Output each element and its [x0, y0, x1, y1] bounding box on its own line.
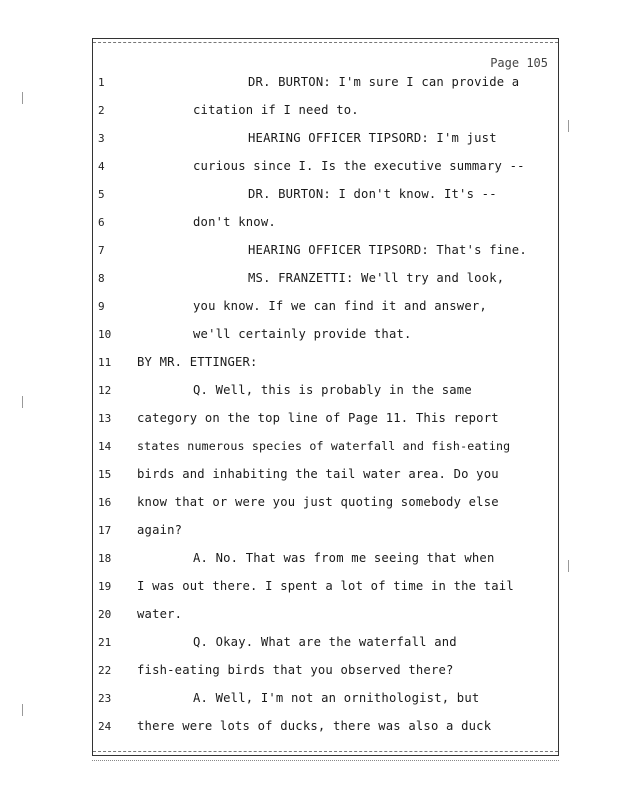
scan-mark	[568, 560, 572, 572]
line-number: 14	[98, 440, 112, 453]
transcript-line: category on the top line of Page 11. This report	[137, 411, 499, 425]
line-number: 21	[98, 636, 112, 649]
line-number: 7	[98, 244, 105, 257]
line-number: 8	[98, 272, 105, 285]
line-number: 11	[98, 356, 112, 369]
line-number: 12	[98, 384, 112, 397]
transcript-line: you know. If we can find it and answer,	[193, 299, 487, 313]
transcript-line: curious since I. Is the executive summary --	[193, 159, 525, 173]
line-number: 20	[98, 608, 112, 621]
transcript-line: HEARING OFFICER TIPSORD: That's fine.	[248, 243, 527, 257]
page-number: Page 105	[490, 56, 548, 70]
line-number: 13	[98, 412, 112, 425]
scan-mark	[568, 120, 572, 132]
transcript-line: A. Well, I'm not an ornithologist, but	[193, 691, 480, 705]
transcript-line: don't know.	[193, 215, 276, 229]
line-number: 23	[98, 692, 112, 705]
transcript-line: A. No. That was from me seeing that when	[193, 551, 495, 565]
line-number: 15	[98, 468, 112, 481]
line-number: 22	[98, 664, 112, 677]
line-number: 16	[98, 496, 112, 509]
line-number: 5	[98, 188, 105, 201]
transcript-line: BY MR. ETTINGER:	[137, 355, 258, 369]
page-bottom-rule	[93, 751, 558, 752]
line-number: 1	[98, 76, 105, 89]
scan-mark	[22, 704, 26, 716]
line-number: 6	[98, 216, 105, 229]
transcript-line: DR. BURTON: I'm sure I can provide a	[248, 75, 520, 89]
line-number: 17	[98, 524, 112, 537]
transcript-line: Q. Okay. What are the waterfall and	[193, 635, 457, 649]
transcript-line: I was out there. I spent a lot of time in the tail	[137, 579, 514, 593]
transcript-line: birds and inhabiting the tail water area. Do you	[137, 467, 499, 481]
transcript-line: HEARING OFFICER TIPSORD: I'm just	[248, 131, 497, 145]
transcript-line: we'll certainly provide that.	[193, 327, 412, 341]
transcript-line: there were lots of ducks, there was also a duck	[137, 719, 492, 733]
line-number: 19	[98, 580, 112, 593]
transcript-line: states numerous species of waterfall and fish-eating	[137, 439, 511, 453]
transcript-line: water.	[137, 607, 183, 621]
scan-mark	[22, 92, 26, 104]
line-number: 9	[98, 300, 105, 313]
line-number: 2	[98, 104, 105, 117]
page-top-rule	[93, 42, 558, 43]
transcript-line: fish-eating birds that you observed there?	[137, 663, 454, 677]
scan-bottom-edge	[92, 760, 559, 761]
transcript-line: citation if I need to.	[193, 103, 359, 117]
line-number: 24	[98, 720, 112, 733]
scan-mark	[22, 396, 26, 408]
transcript-line: Q. Well, this is probably in the same	[193, 383, 472, 397]
line-number: 18	[98, 552, 112, 565]
transcript-line: DR. BURTON: I don't know. It's --	[248, 187, 497, 201]
line-number: 10	[98, 328, 112, 341]
transcript-line: MS. FRANZETTI: We'll try and look,	[248, 271, 505, 285]
line-number: 4	[98, 160, 105, 173]
transcript-line: know that or were you just quoting somebody else	[137, 495, 499, 509]
line-number: 3	[98, 132, 105, 145]
transcript-line: again?	[137, 523, 183, 537]
